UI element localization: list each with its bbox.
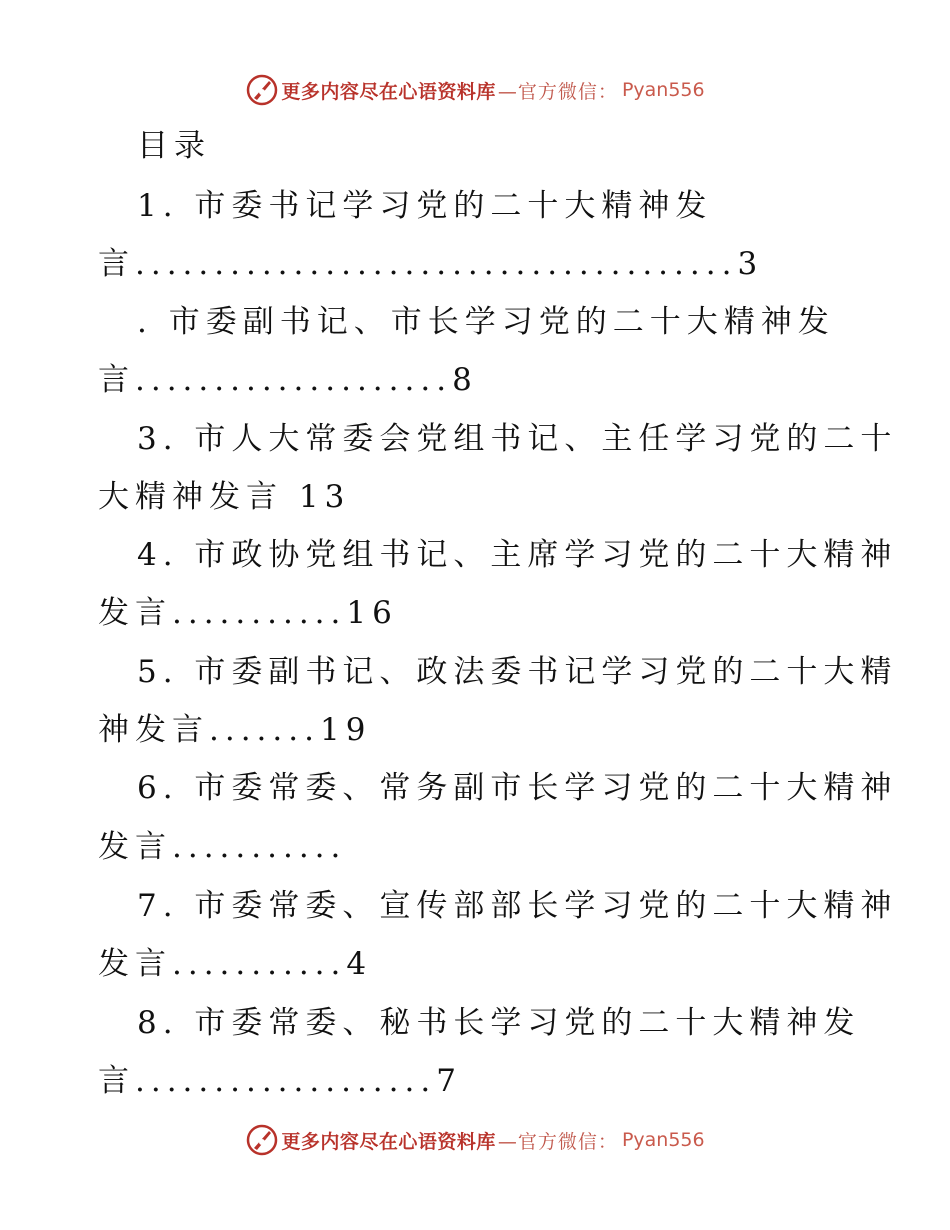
footer-wechat-label: —官方微信：	[497, 1130, 618, 1153]
header-banner	[0, 70, 950, 110]
toc-item-7-title: 7. 市委常委、宣传部部长学习党的二十大精神	[137, 888, 898, 924]
banner-site-name: 更多内容尽在心语资料库	[281, 80, 496, 103]
toc-item-8-title: 8. 市委常委、秘书长学习党的二十大精神发	[137, 1005, 861, 1041]
banner-wechat-id: Pyan556	[621, 79, 705, 101]
toc-item-7-page: 发言...........4	[98, 946, 373, 982]
banner-wechat-label: —官方微信：	[497, 80, 618, 103]
toc-item-1-title: 1. 市委书记学习党的二十大精神发	[137, 188, 713, 224]
toc-item-5-page: 神发言.......19	[98, 712, 372, 748]
toc-heading: 目录	[137, 128, 211, 164]
toc-item-3-title: 3. 市人大常委会党组书记、主任学习党的二十	[137, 421, 898, 457]
toc-item-4-page: 发言...........16	[98, 595, 398, 631]
quill-logo-icon	[245, 1123, 279, 1157]
toc-item-1-page: 言......................................3	[98, 246, 764, 282]
toc-item-3-page: 大精神发言 13	[98, 479, 351, 515]
toc-item-6-page: 发言...........	[98, 829, 347, 865]
footer-wechat-id: Pyan556	[621, 1129, 705, 1151]
toc-item-4-title: 4. 市政协党组书记、主席学习党的二十大精神	[137, 537, 898, 573]
toc-item-8-page: 言...................7	[98, 1063, 462, 1099]
toc-item-6-title: 6. 市委常委、常务副市长学习党的二十大精神	[137, 770, 898, 806]
toc-item-2-title: . 市委副书记、市长学习党的二十大精神发	[137, 304, 835, 340]
toc-item-5-title: 5. 市委副书记、政法委书记学习党的二十大精	[137, 654, 898, 690]
quill-logo-icon	[245, 73, 279, 107]
toc-item-2-page: 言....................8	[98, 362, 478, 398]
footer-site-name: 更多内容尽在心语资料库	[281, 1130, 496, 1153]
footer-banner	[0, 1120, 950, 1160]
